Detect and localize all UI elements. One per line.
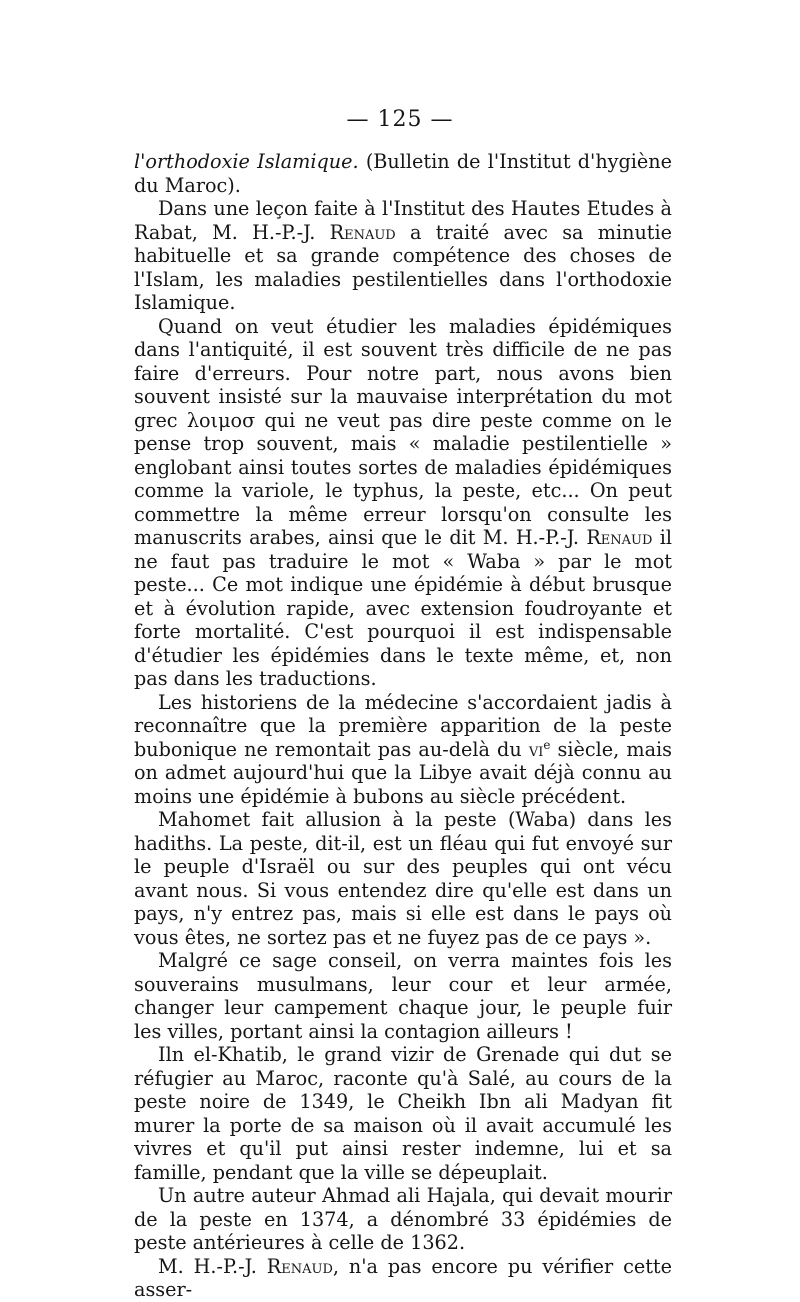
text-run: l'orthodoxie Islamique. bbox=[134, 150, 359, 173]
author-name: Renaud bbox=[266, 1254, 333, 1278]
text-run: a traité avec sa minutie habituelle et sa grande compétence des choses de l'Islam, les maladies pestilentielles dans l'orthodoxie Islamique. bbox=[134, 220, 673, 314]
text-run: , n'a pas encore pu vérifier cette asser- bbox=[134, 1254, 672, 1301]
text-run: Quand on veut étudier les maladies épidémiques dans l'antiquité, il est souvent très difficile de ne pas faire d'erreurs. Pour notre part, nous avons bien souvent insisté sur la mauvaise interprétation du mot grec λοιμοσ qui ne veut pas dire peste comme on le pense trop souvent, mais « maladie pestilentielle » englobant ainsi toutes sortes de maladies épidémiques comme la variole, le typhus, la peste, etc... On peut commettre la même erreur lorsqu'on consulte les manuscrits arabes, ainsi que le dit M. H.-P.-J. bbox=[134, 314, 672, 549]
text-run: Dans une leçon faite à l'Institut des Hautes Etudes à Rabat, M. H.-P.-J. bbox=[134, 197, 672, 244]
paragraph bbox=[134, 1255, 672, 1302]
author-name: Renaud bbox=[586, 526, 653, 549]
paragraph bbox=[134, 150, 672, 197]
roman-numeral: vi bbox=[528, 737, 544, 761]
paragraph bbox=[134, 691, 672, 809]
paragraph bbox=[134, 949, 672, 1043]
paragraph bbox=[134, 1184, 672, 1255]
text-run: Un autre auteur Ahmad ali Hajala, qui devait mourir de la peste en 1374, a dénombré 33 épidémies de peste antérieures à celle de 1362. bbox=[134, 1184, 672, 1254]
text-run: siècle, mais on admet aujourd'hui que la Libye avait déjà connu au moins une épidémie à bubons au siècle précédent. bbox=[134, 737, 672, 808]
paragraph bbox=[134, 808, 672, 949]
superscript: e bbox=[543, 737, 551, 752]
paragraph bbox=[134, 197, 672, 315]
text-run: Mahomet fait allusion à la peste (Waba) dans les hadiths. La peste, dit-il, est un fléau qui fut envoyé sur le peuple d'Israël ou sur des peuples qui ont vécu avant nous. Si vous entendez dire qu'elle est dans un pays, n'y entrez pas, mais si elle est dans le pays où vous êtes, ne sortez pas et ne fuyez pas de ce pays ». bbox=[134, 808, 672, 949]
text-run: Iln el-Khatib, le grand vizir de Grenade qui dut se réfugier au Maroc, raconte qu'à Salé, au cours de la peste noire de 1349, le Cheikh Ibn ali Madyan fit murer la porte de sa maison où il avait accumulé les vivres et qu'il put ainsi rester indemne, lui et sa famille, pendant que la ville se dépeuplait. bbox=[134, 1043, 672, 1184]
text-run: Les historiens de la médecine s'accordaient jadis à reconnaître que la première apparition de la peste bubonique ne remontait pas au-delà du bbox=[134, 690, 672, 761]
text-run: Malgré ce sage conseil, on verra maintes fois les souverains musulmans, leur cour et leur armée, changer leur campement chaque jour, le peuple fuir les villes, portant ainsi la contagion ailleurs ! bbox=[134, 949, 672, 1043]
paragraph bbox=[134, 315, 672, 691]
author-name: Renaud bbox=[329, 220, 396, 244]
paragraph bbox=[134, 1043, 672, 1184]
text-run: il ne faut pas traduire le mot « Waba » par le mot peste... Ce mot indique une épidémie à début brusque et à évolution rapide, avec extension foudroyante et forte mortalité. C'est pourquoi il est indispensable d'étudier les épidémies dans le texte même, et, non pas dans les traductions. bbox=[134, 526, 673, 690]
text-run: (Bulletin de l'Institut d'hygiène du Maroc). bbox=[134, 150, 673, 197]
body-text bbox=[134, 150, 672, 1302]
page-number: — 125 — bbox=[346, 107, 454, 132]
text-run: M. H.-P.-J. bbox=[158, 1254, 267, 1278]
